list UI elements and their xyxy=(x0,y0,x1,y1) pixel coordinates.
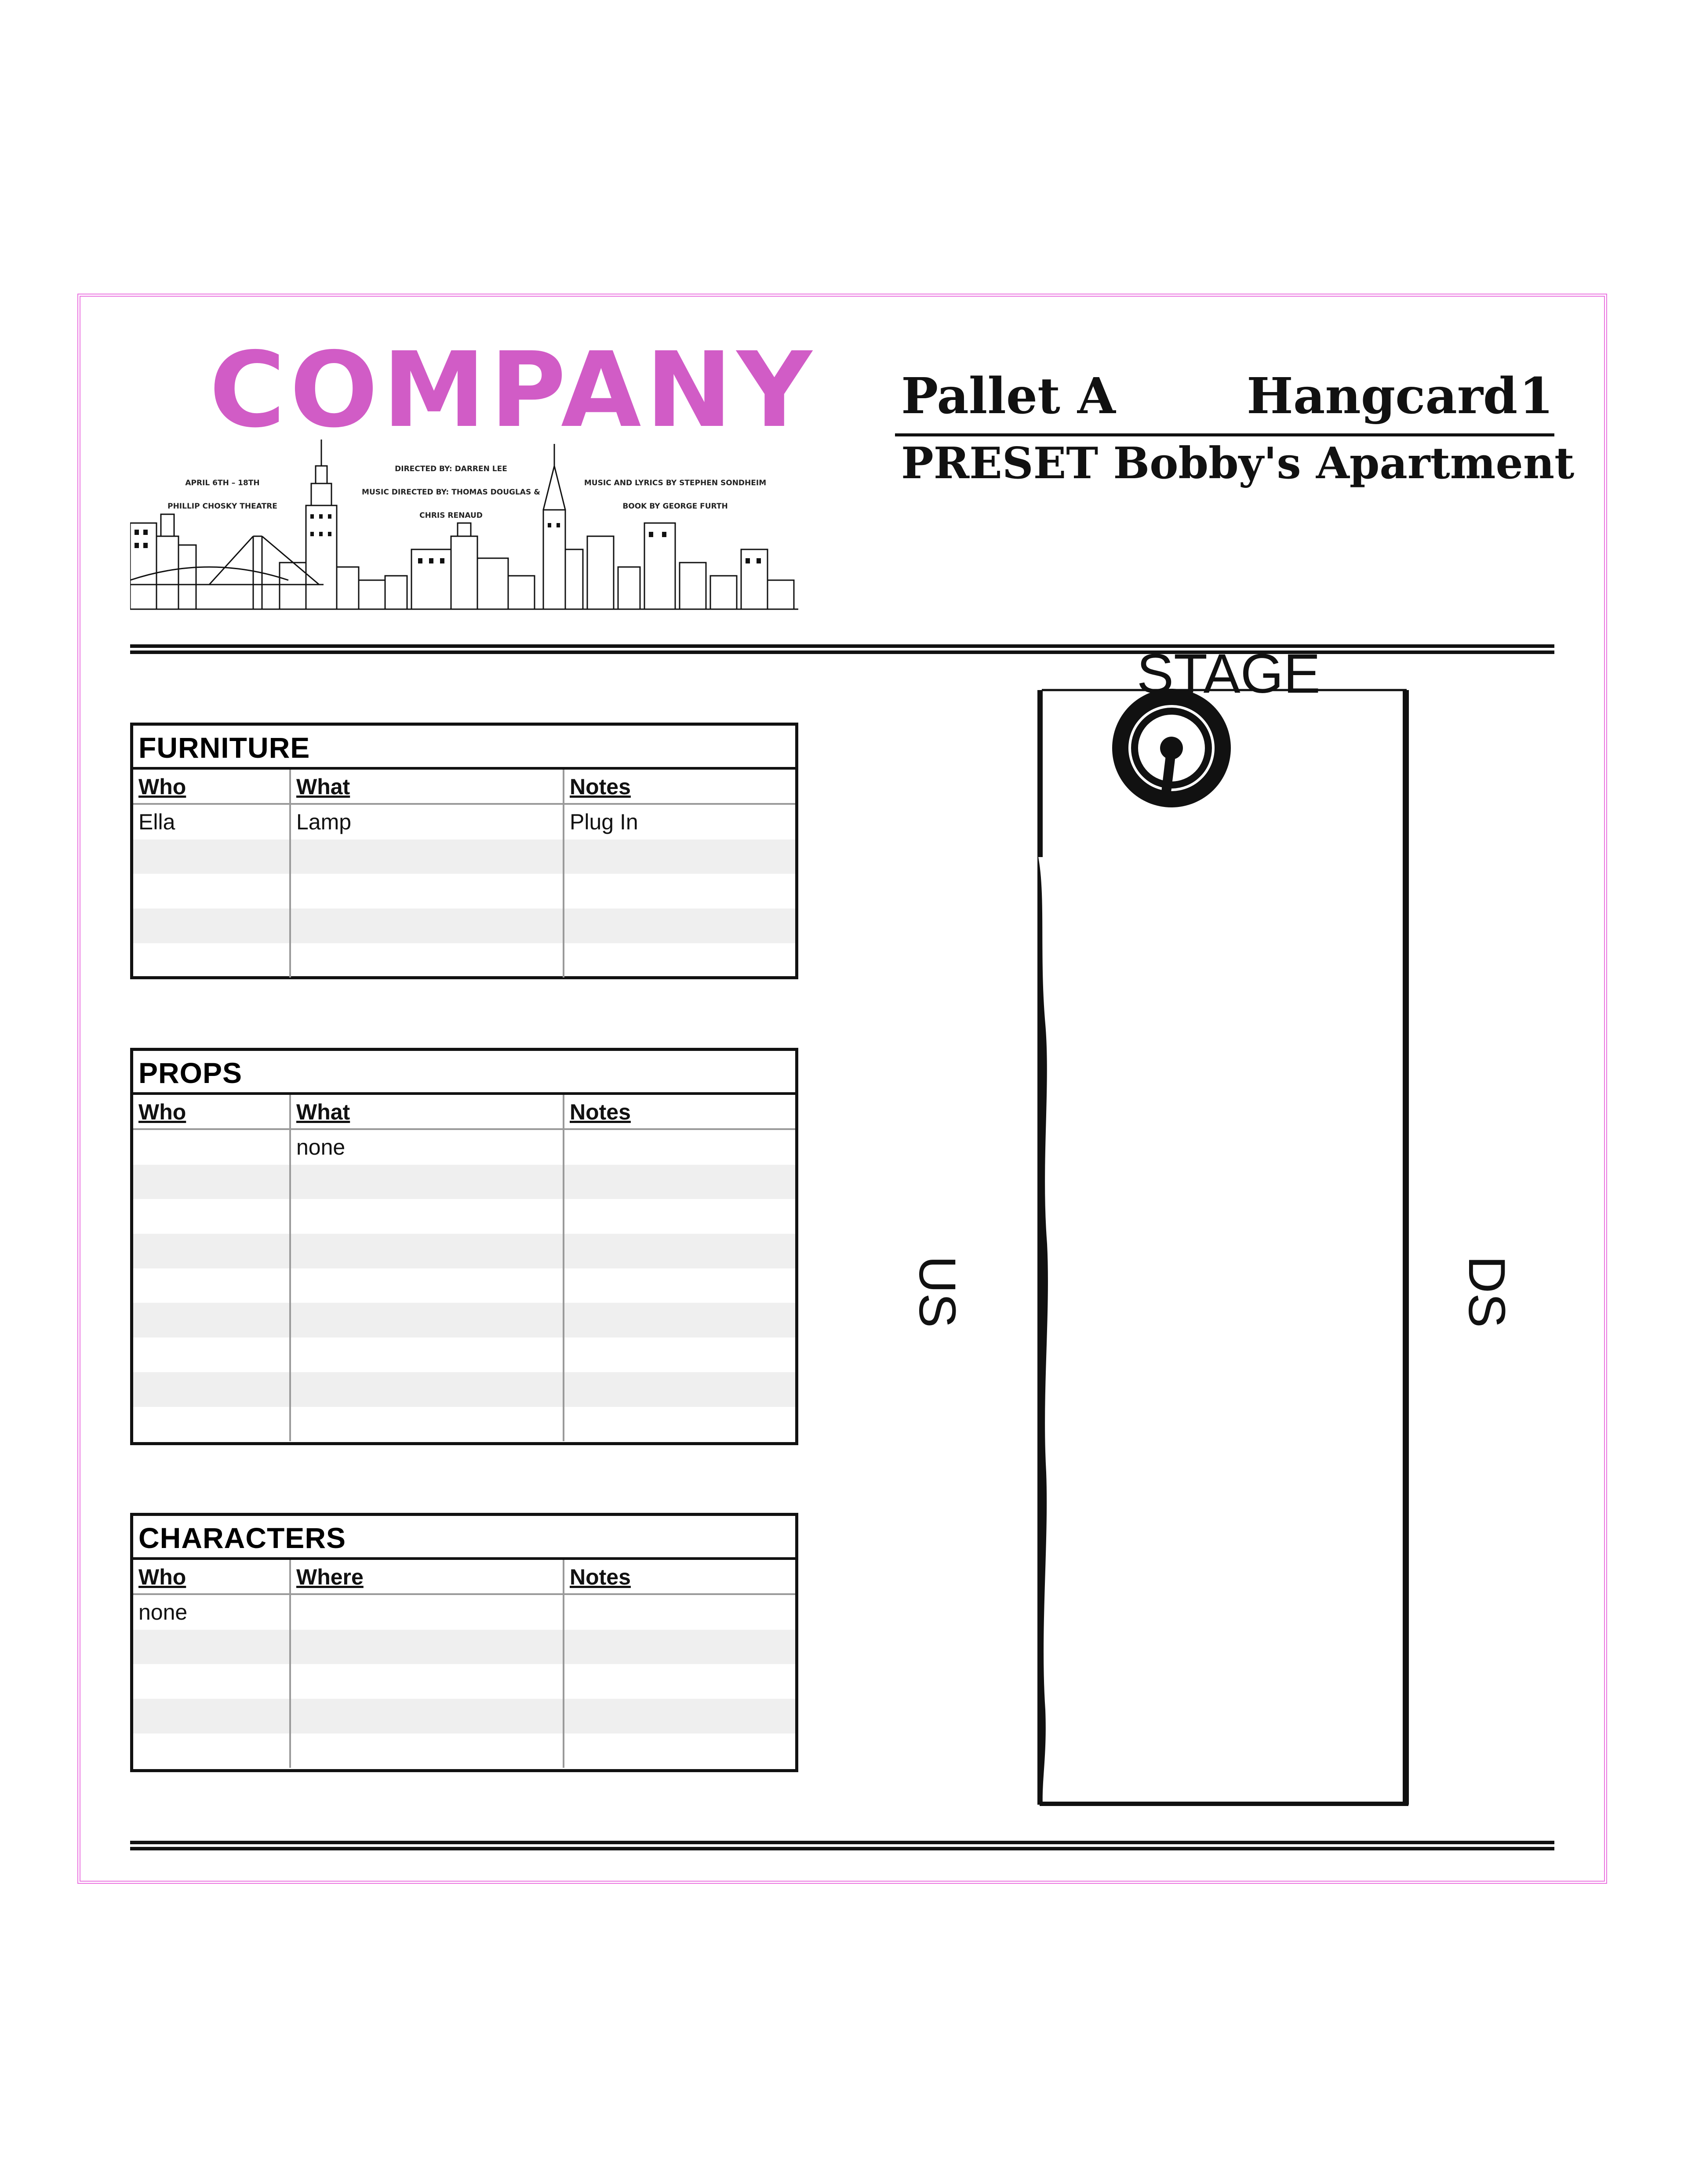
stage-diagram xyxy=(1020,643,1547,1815)
table-cell xyxy=(133,1372,289,1407)
table-cell xyxy=(289,1372,563,1407)
column-header: Notes xyxy=(563,770,795,805)
table-cell xyxy=(133,1303,289,1337)
poster-directors xyxy=(337,452,565,533)
furniture-table xyxy=(130,723,798,979)
table-cell xyxy=(563,1733,795,1768)
table-cell xyxy=(289,1268,563,1303)
table-cell xyxy=(289,1407,563,1442)
table-cell xyxy=(289,1733,563,1768)
table-cell xyxy=(133,1664,289,1699)
table-cell xyxy=(563,1595,795,1630)
table-cell xyxy=(289,1595,563,1630)
pallet-label: Pallet A xyxy=(901,367,1116,425)
table-cell xyxy=(563,1234,795,1268)
column-header: Who xyxy=(133,1095,289,1130)
poster-title: COMPANY xyxy=(209,330,817,451)
table-cell xyxy=(289,1234,563,1268)
table-cell xyxy=(289,874,563,908)
table-cell xyxy=(563,874,795,908)
column-header: Notes xyxy=(563,1095,795,1130)
furniture-title: FURNITURE xyxy=(133,726,795,770)
table-cell: none xyxy=(138,1600,188,1624)
table-cell xyxy=(563,1268,795,1303)
table-cell xyxy=(563,1130,795,1165)
poster-music-director: MUSIC DIRECTED BY: THOMAS DOUGLAS & xyxy=(362,488,540,497)
table-cell xyxy=(133,1699,289,1733)
characters-grid xyxy=(133,1560,795,1768)
poster-director: DIRECTED BY: DARREN LEE xyxy=(395,465,507,474)
show-poster xyxy=(130,330,817,611)
table-cell xyxy=(289,1303,563,1337)
hanger-hook-icon xyxy=(1112,689,1231,807)
table-cell xyxy=(289,1630,563,1664)
table-cell xyxy=(563,1407,795,1442)
table-cell xyxy=(133,1268,289,1303)
characters-table xyxy=(130,1513,798,1772)
poster-music-director-2: CHRIS RENAUD xyxy=(419,511,483,520)
table-cell xyxy=(133,908,289,943)
poster-music-lyrics: MUSIC AND LYRICS BY STEPHEN SONDHEIM xyxy=(584,479,767,488)
table-cell: Lamp xyxy=(289,805,563,839)
column-header: What xyxy=(289,770,563,805)
header-underline xyxy=(895,433,1554,436)
poster-venue: PHILLIP CHOSKY THEATRE xyxy=(167,502,277,511)
column-header: Notes xyxy=(563,1560,795,1595)
table-cell xyxy=(563,1337,795,1372)
table-cell xyxy=(133,1337,289,1372)
table-cell xyxy=(133,1165,289,1199)
table-cell xyxy=(563,908,795,943)
column-header: Who xyxy=(133,770,289,805)
table-cell xyxy=(133,1130,289,1165)
table-cell xyxy=(563,1664,795,1699)
poster-book: BOOK BY GEORGE FURTH xyxy=(622,502,728,511)
table-cell xyxy=(289,1337,563,1372)
table-cell xyxy=(563,1165,795,1199)
table-cell xyxy=(563,943,795,978)
table-cell xyxy=(289,1664,563,1699)
table-cell xyxy=(289,1199,563,1234)
characters-title: CHARACTERS xyxy=(133,1516,795,1560)
furniture-grid xyxy=(133,770,795,978)
table-cell xyxy=(563,839,795,874)
hangcard-label: Hangcard xyxy=(1247,367,1518,425)
table-cell xyxy=(133,1199,289,1234)
table-cell: Ella xyxy=(138,810,175,834)
table-cell xyxy=(289,839,563,874)
table-cell: none xyxy=(289,1130,563,1165)
table-cell xyxy=(563,1199,795,1234)
poster-dates-venue xyxy=(156,466,288,524)
downstage-label: DS xyxy=(1457,1256,1516,1328)
table-cell xyxy=(289,943,563,978)
table-cell xyxy=(133,874,289,908)
stage-label: STAGE xyxy=(1137,643,1321,705)
table-cell xyxy=(133,1630,289,1664)
pallet-outline xyxy=(1037,690,1408,1805)
table-cell xyxy=(133,839,289,874)
table-cell xyxy=(133,1733,289,1768)
hangcard-number: 1 xyxy=(1519,367,1553,425)
props-grid xyxy=(133,1095,795,1441)
column-header: Who xyxy=(133,1560,289,1595)
poster-authors xyxy=(570,466,781,524)
column-header: Where xyxy=(289,1560,563,1595)
props-table xyxy=(130,1048,798,1445)
table-cell xyxy=(289,1699,563,1733)
table-cell xyxy=(133,943,289,978)
column-header: What xyxy=(289,1095,563,1130)
bottom-divider xyxy=(130,1841,1554,1850)
table-cell xyxy=(289,1165,563,1199)
table-cell xyxy=(289,908,563,943)
poster-dates: APRIL 6TH – 18TH xyxy=(185,479,260,488)
upstage-label: US xyxy=(908,1256,966,1328)
table-cell: Plug In xyxy=(563,805,795,839)
table-cell xyxy=(133,1407,289,1442)
preset-title: PRESET Bobby's Apartment xyxy=(901,438,1575,489)
table-cell xyxy=(563,1630,795,1664)
props-title: PROPS xyxy=(133,1051,795,1095)
table-cell xyxy=(563,1303,795,1337)
table-cell xyxy=(563,1372,795,1407)
table-cell xyxy=(133,1234,289,1268)
table-cell xyxy=(563,1699,795,1733)
